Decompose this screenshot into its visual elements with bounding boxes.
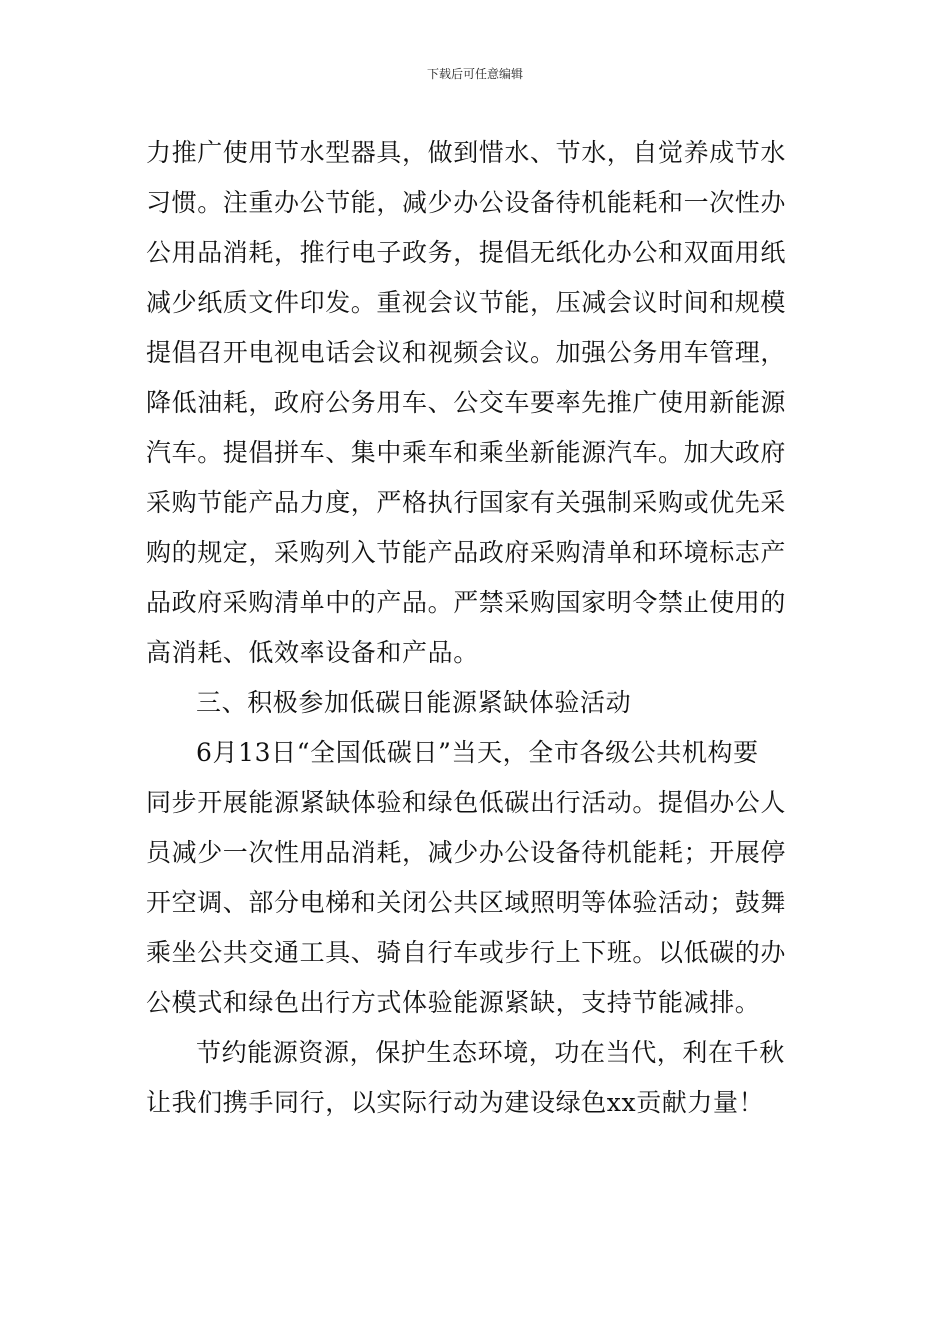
paragraph-line: 节约能源资源，保护生态环境，功在当代，利在千秋 <box>196 1038 785 1067</box>
paragraph-line: 减少纸质文件印发。重视会议节能，压减会议时间和规模 <box>146 288 787 317</box>
paragraph-line: 高消耗、低效率设备和产品。 <box>146 638 479 667</box>
section-heading: 三、积极参加低碳日能源紧缺体验活动 <box>196 688 632 717</box>
paragraph-line: 采购节能产品力度，严格执行国家有关强制采购或优先采 <box>146 488 787 517</box>
paragraph-line: 汽车。提倡拼车、集中乘车和乘坐新能源汽车。加大政府 <box>146 438 787 467</box>
paragraph-line: 购的规定，采购列入节能产品政府采购清单和环境标志产 <box>146 538 787 567</box>
paragraph-line: 开空调、部分电梯和关闭公共区域照明等体验活动；鼓舞 <box>146 888 787 917</box>
document-body <box>146 128 810 1128</box>
paragraph-line: 员减少一次性用品消耗，减少办公设备待机能耗；开展停 <box>146 838 787 867</box>
page-header: 下载后可任意编辑 <box>426 67 523 81</box>
paragraph-line: 同步开展能源紧缺体验和绿色低碳出行活动。提倡办公人 <box>146 788 787 817</box>
paragraph-line: 公模式和绿色出行方式体验能源紧缺，支持节能减排。 <box>146 988 761 1017</box>
paragraph-line: 降低油耗，政府公务用车、公交车要率先推广使用新能源 <box>146 388 787 417</box>
paragraph-line: 让我们携手同行，以实际行动为建设绿色xx贡献力量！ <box>146 1088 765 1117</box>
paragraph-line: 6月13日“全国低碳日”当天，全市各级公共机构要 <box>196 738 759 767</box>
paragraph-line: 乘坐公共交通工具、骑自行车或步行上下班。以低碳的办 <box>146 938 787 967</box>
paragraph-line: 品政府采购清单中的产品。严禁采购国家明令禁止使用的 <box>146 588 787 617</box>
paragraph-line: 力推广使用节水型器具，做到惜水、节水，自觉养成节水 <box>146 138 787 167</box>
paragraph-line: 习惯。注重办公节能，减少办公设备待机能耗和一次性办 <box>146 188 787 217</box>
paragraph-line: 提倡召开电视电话会议和视频会议。加强公务用车管理， <box>146 338 787 367</box>
paragraph-line: 公用品消耗，推行电子政务，提倡无纸化办公和双面用纸 <box>146 238 787 267</box>
